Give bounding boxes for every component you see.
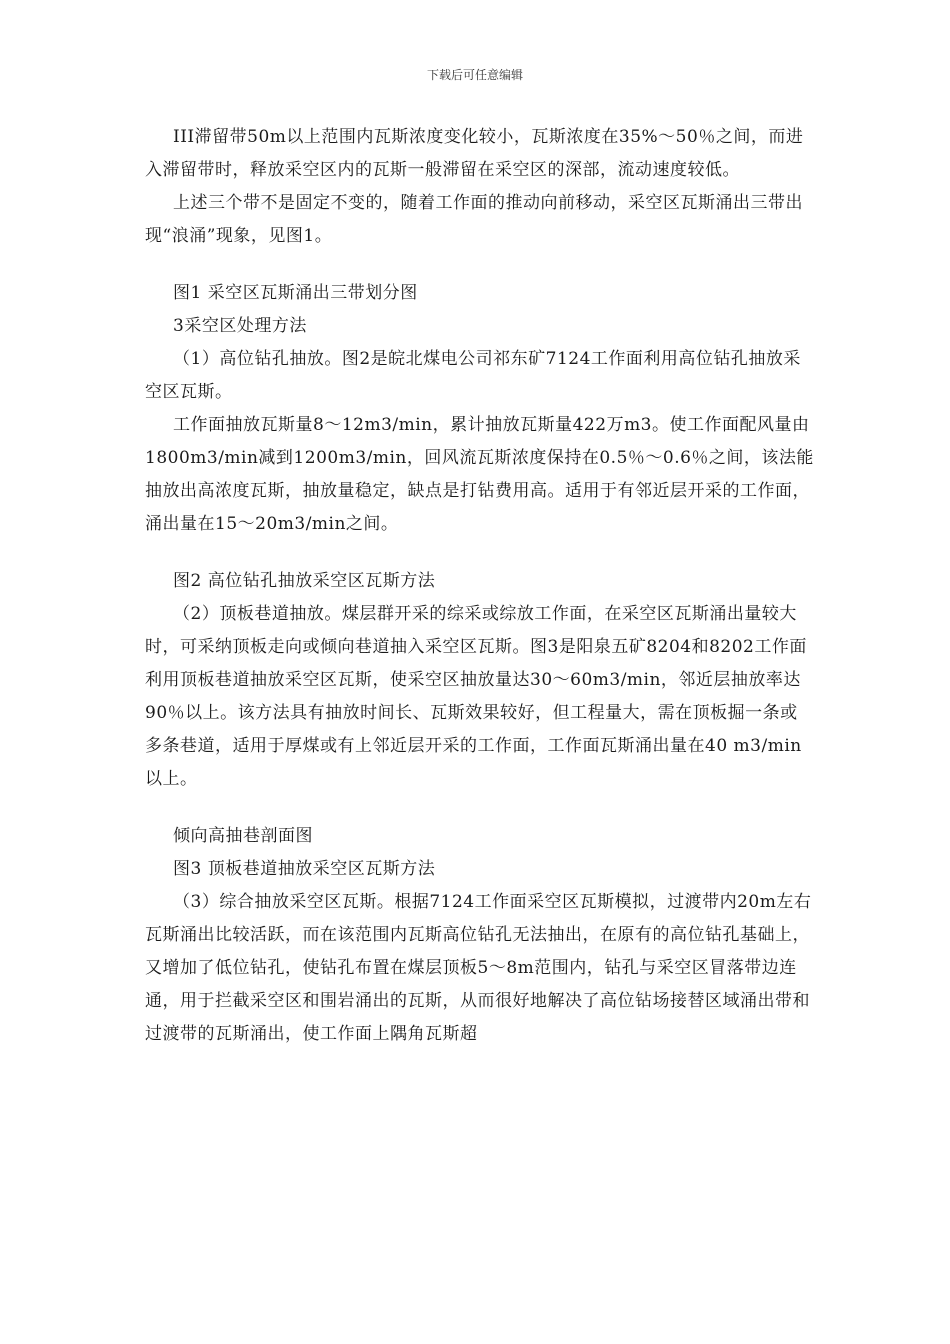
paragraph-high-borehole: （1）高位钻孔抽放。图2是皖北煤电公司祁东矿7124工作面利用高位钻孔抽放采空区瓦斯。 [145,349,801,402]
paragraph-drainage-volume: 工作面抽放瓦斯量8～12m3/min，累计抽放瓦斯量422万m3。使工作面配风量由1800m3/min减到1200m3/min，回风流瓦斯浓度保持在0.5％～0.6％之间，该法能抽放出高浓度瓦斯，抽放量稳定，缺点是打钻费用高。适用于有邻近层开采的工作面，涌出量在15～20m3/min之间。 [145,415,814,534]
figure-1-placeholder [145,253,815,277]
figure-3-sub-caption: 倾向高抽巷剖面图 [173,826,313,846]
figure-2-placeholder [145,541,815,565]
paragraph-roof-roadway: （2）顶板巷道抽放。煤层群开采的综采或综放工作面，在采空区瓦斯涌出量较大时，可采纳顶板走向或倾向巷道抽入采空区瓦斯。图3是阳泉五矿8204和8202工作面利用顶板巷道抽放采空区瓦斯，使采空区抽放量达30～60m3/min，邻近层抽放率达90％以上。该方法具有抽放时间长、瓦斯效果较好，但工程量大，需在顶板掘一条或多条巷道，适用于厚煤或有上邻近层开采的工作面，工作面瓦斯涌出量在40 m3/min以上。 [145,604,807,789]
section-3-heading: 3采空区处理方法 [173,316,307,336]
figure-2-caption: 图2 高位钻孔抽放采空区瓦斯方法 [173,571,436,591]
paragraph-three-zones: 上述三个带不是固定不变的，随着工作面的推动向前移动，采空区瓦斯涌出三带出现“浪涌”现象，见图1。 [145,193,803,246]
figure-3-placeholder [145,796,815,820]
paragraph-combined-drainage: （3）综合抽放采空区瓦斯。根据7124工作面采空区瓦斯模拟，过渡带内20m左右瓦斯涌出比较活跃，而在该范围内瓦斯高位钻孔无法抽出，在原有的高位钻孔基础上，又增加了低位钻孔，使钻孔布置在煤层顶板5～8m范围内，钻孔与采空区冒落带边连通，用于拦截采空区和围岩涌出的瓦斯，从而很好地解决了高位钻场接替区域涌出带和过渡带的瓦斯涌出，使工作面上隅角瓦斯超 [145,892,812,1044]
figure-1-caption: 图1 采空区瓦斯涌出三带划分图 [173,283,418,303]
figure-3-caption: 图3 顶板巷道抽放采空区瓦斯方法 [173,859,436,879]
paragraph-stagnant-zone: III滞留带50m以上范围内瓦斯浓度变化较小，瓦斯浓度在35%～50％之间，而进入滞留带时，释放采空区内的瓦斯一般滞留在采空区的深部，流动速度较低。 [145,127,804,180]
document-body [145,121,815,1051]
page-header: 下载后可任意编辑 [426,68,523,82]
